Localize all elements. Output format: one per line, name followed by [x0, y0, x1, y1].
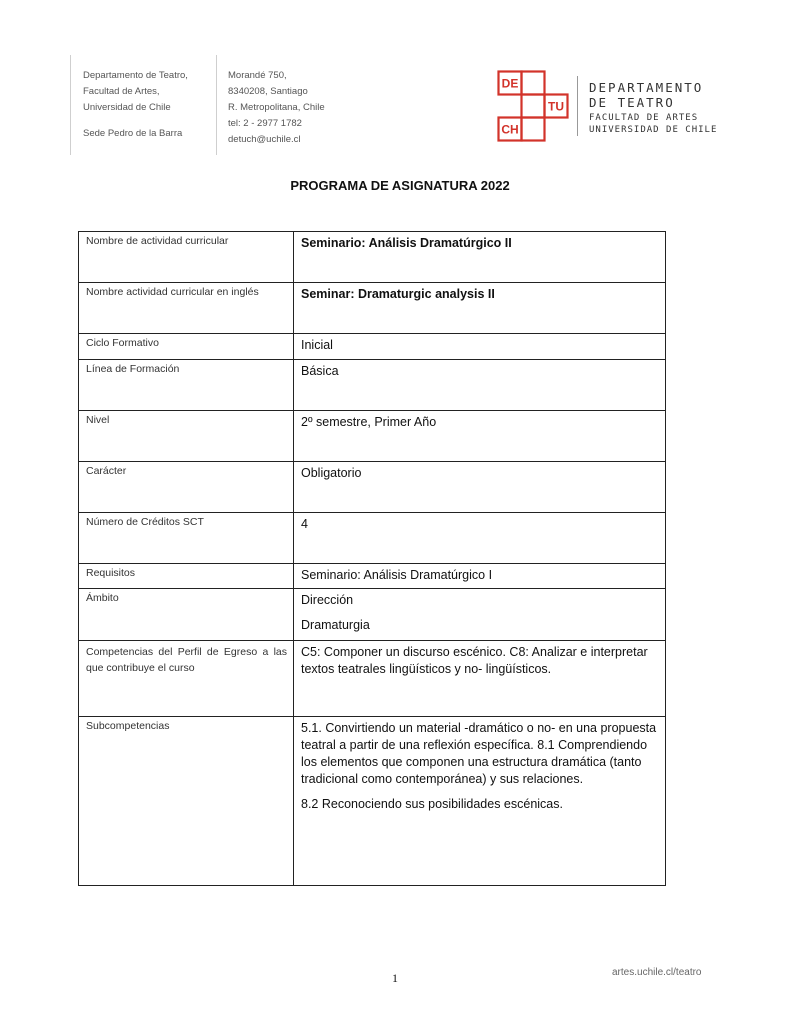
phone: tel: 2 - 2977 1782 — [228, 118, 302, 129]
scope-line: Dramaturgia — [301, 618, 370, 632]
department-title-line1: DEPARTAMENTO — [589, 80, 704, 95]
logo-letters-tu: TU — [548, 99, 564, 114]
university-line: UNIVERSIDAD DE CHILE — [589, 125, 718, 135]
scope-value — [294, 589, 666, 641]
street-address: Morandé 750, — [228, 70, 287, 81]
region: R. Metropolitana, Chile — [228, 102, 325, 113]
requirements-value: Seminario: Análisis Dramatúrgico I — [294, 564, 666, 589]
table-row — [79, 641, 666, 717]
row-label: Requisitos — [79, 564, 294, 589]
row-label: Línea de Formación — [79, 360, 294, 411]
contact-address — [228, 68, 325, 148]
faculty-line: FACULTAD DE ARTES — [589, 113, 699, 123]
table-row — [79, 334, 666, 360]
address-line: Facultad de Artes, — [83, 86, 160, 97]
logo-square-blank — [522, 118, 545, 141]
detuch-logo — [497, 70, 571, 144]
subcompetency-paragraph: 8.2 Reconociendo sus posibilidades escénicas. — [301, 797, 563, 811]
course-name-english-value: Seminar: Dramaturgic analysis II — [294, 283, 666, 334]
address-line: Departamento de Teatro, — [83, 70, 188, 81]
email: detuch@uchile.cl — [228, 134, 301, 145]
level-value: 2º semestre, Primer Año — [294, 411, 666, 462]
postal-city: 8340208, Santiago — [228, 86, 308, 97]
header-divider — [216, 55, 217, 155]
header-divider — [70, 55, 71, 155]
table-row — [79, 360, 666, 411]
row-label: Nivel — [79, 411, 294, 462]
row-label: Número de Créditos SCT — [79, 513, 294, 564]
table-row — [79, 232, 666, 283]
logo-square-blank — [522, 95, 545, 118]
document-title: PROGRAMA DE ASIGNATURA 2022 — [290, 178, 510, 193]
competencies-value: C5: Componer un discurso escénico. C8: Analizar e interpretar textos teatrales lingüísticos y no- lingüísticos. — [294, 641, 666, 717]
course-info-table — [78, 231, 666, 886]
department-title-line2: DE TEATRO — [589, 95, 675, 110]
table-row — [79, 717, 666, 886]
table-row — [79, 589, 666, 641]
cycle-value: Inicial — [294, 334, 666, 360]
row-label: Carácter — [79, 462, 294, 513]
logo-separator — [577, 76, 578, 136]
table-row — [79, 513, 666, 564]
character-value: Obligatorio — [294, 462, 666, 513]
footer-url: artes.uchile.cl/teatro — [612, 967, 702, 978]
logo-square-blank — [522, 72, 545, 95]
campus-name: Sede Pedro de la Barra — [83, 128, 183, 139]
table-row — [79, 462, 666, 513]
row-label: Nombre de actividad curricular — [79, 232, 294, 283]
scope-line: Dirección — [301, 593, 354, 607]
table-row — [79, 283, 666, 334]
subcompetencies-value — [294, 717, 666, 886]
row-label: Ciclo Formativo — [79, 334, 294, 360]
credits-value: 4 — [294, 513, 666, 564]
logo-letters-de: DE — [501, 76, 519, 91]
subcompetency-paragraph: 5.1. Convirtiendo un material -dramático o no- en una propuesta teatral a partir de una reflexión específica. 8.1 Comprendiendo los elementos que componen una estructura dramática (tanto tradicional como contemporánea) y sus relaciones. — [301, 721, 657, 786]
row-label: Subcompetencias — [79, 717, 294, 886]
row-label: Ámbito — [79, 589, 294, 641]
course-name-value: Seminario: Análisis Dramatúrgico II — [294, 232, 666, 283]
logo-letters-ch: CH — [501, 122, 519, 137]
table-row — [79, 564, 666, 589]
row-label: Nombre actividad curricular en inglés — [79, 283, 294, 334]
row-label: Competencias del Perfil de Egreso a las que contribuye el curso — [79, 641, 294, 717]
department-name-block — [589, 80, 717, 136]
page-number: 1 — [392, 971, 398, 985]
faculty-address — [83, 68, 188, 142]
address-line: Universidad de Chile — [83, 102, 171, 113]
table-row — [79, 411, 666, 462]
training-line-value: Básica — [294, 360, 666, 411]
